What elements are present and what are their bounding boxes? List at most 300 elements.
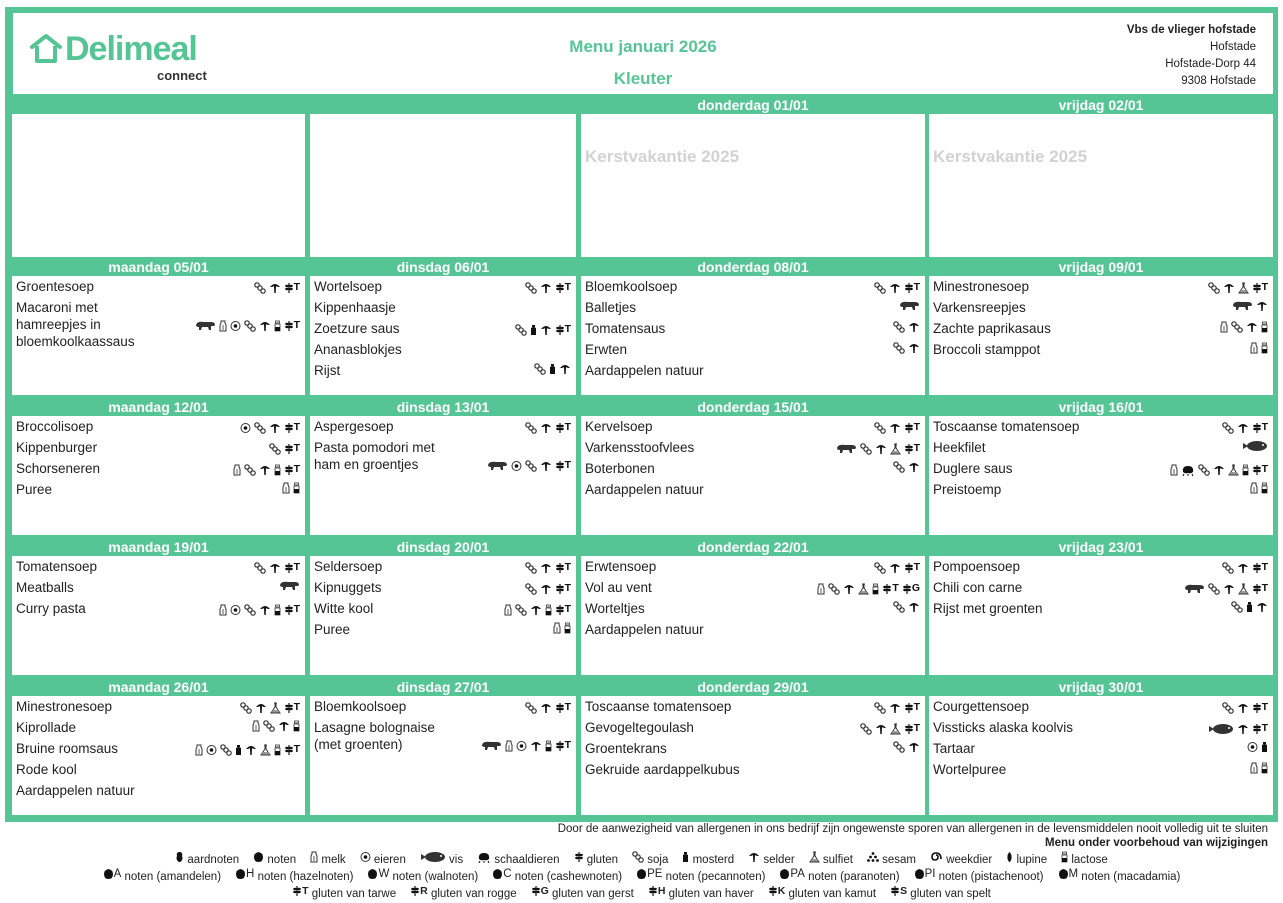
allergen-icons: [525, 696, 571, 716]
allergen-icons: [1231, 297, 1268, 312]
selder-icon: [530, 740, 542, 752]
allergen-icons: [504, 598, 571, 618]
allergen-icons: [1250, 339, 1268, 354]
legend-item: lactose: [1061, 854, 1108, 866]
allergen-icons: [893, 318, 920, 333]
menu-item: [310, 416, 576, 437]
day-cell: [310, 114, 576, 257]
soja-icon: [525, 422, 537, 434]
melk-icon: [1250, 762, 1258, 774]
day-cell: [581, 556, 925, 675]
sulfiet-icon: [270, 702, 281, 714]
varken-icon: [278, 580, 300, 592]
gluten-icon: G: [531, 888, 549, 900]
gluten-T-icon: T: [904, 720, 920, 737]
school-name: Vbs de vlieger hofstade: [1126, 24, 1256, 36]
varken-icon: [1231, 300, 1253, 312]
selder-icon: [259, 320, 271, 332]
vis-icon: [420, 854, 446, 866]
menu-item: [581, 339, 925, 360]
dish-name: Broccoli stamppot: [933, 342, 1041, 357]
melk-icon: [1250, 342, 1258, 354]
allergen-icons: [874, 696, 920, 716]
noten-icon: [253, 854, 264, 866]
gluten-icon: K: [768, 888, 786, 900]
gluten-T-icon: T: [284, 317, 300, 334]
selder-icon: [908, 342, 920, 354]
selder-icon: [748, 854, 760, 866]
menu-item: [12, 598, 305, 619]
menu-item: [929, 738, 1273, 759]
gluten-T-icon: T: [1252, 699, 1268, 716]
gluten-T-icon: T: [904, 440, 920, 457]
day-header: donderdag 08/01: [697, 259, 809, 275]
dish-name: Bloemkoolsoep: [314, 699, 407, 714]
selder-icon: [255, 702, 267, 714]
menu-item: [581, 759, 925, 780]
mosterd-icon: [235, 744, 242, 756]
menu-item: [12, 717, 305, 738]
menu-item: [581, 598, 925, 619]
gluten-T-icon: T: [555, 580, 571, 597]
allergen-icons: [817, 577, 920, 597]
sulfiet-icon: [858, 583, 869, 595]
allergen-icons: [1222, 556, 1268, 576]
dish-name: Preistoemp: [933, 482, 1002, 497]
varken-icon: [486, 460, 508, 472]
page-subtitle: Kleuter: [613, 69, 673, 88]
dish-name: Varkensreepjes: [933, 300, 1026, 315]
lupine-icon: [1006, 854, 1013, 866]
dish-name: Tomatensoep: [16, 559, 98, 574]
allergen-icons: [1222, 696, 1268, 716]
legend-item: aardnoten: [175, 854, 239, 866]
menu-item: [310, 318, 576, 339]
soja-icon: [1222, 702, 1234, 714]
dish-name: Pasta pomodori met ham en groentjes: [314, 440, 435, 472]
vacation-label: Kerstvakantie 2025: [585, 147, 740, 166]
gluten-T-icon: T: [555, 419, 571, 436]
lactose-icon: [1261, 762, 1268, 774]
allergen-icons: [874, 276, 920, 296]
nut-icon: PE: [636, 871, 662, 883]
selder-icon: [540, 422, 552, 434]
selder-icon: [540, 324, 552, 336]
soja-icon: [244, 320, 256, 332]
legend-item: schaaldieren: [477, 854, 559, 866]
menu-item: [929, 598, 1273, 619]
allergen-icons: [1222, 416, 1268, 436]
menu-item: [929, 479, 1273, 500]
vis-icon: [1242, 440, 1268, 452]
sesam-icon: [867, 854, 879, 866]
gluten-T-icon: T: [904, 559, 920, 576]
allergen-icons: [195, 738, 300, 758]
menu-item: [929, 297, 1273, 318]
day-header: [310, 96, 576, 114]
menu-item: [581, 717, 925, 738]
day-cell: [310, 416, 576, 535]
dish-name: Erwtensoep: [585, 559, 657, 574]
gluten-T-icon: T: [555, 457, 571, 474]
sulfiet-icon: [809, 854, 820, 866]
soja-icon: [525, 583, 537, 595]
day-header: vrijdag 09/01: [1058, 259, 1144, 275]
sulfiet-icon: [1238, 282, 1249, 294]
dish-name: Minestronesoep: [16, 699, 113, 714]
soja-icon: [515, 604, 527, 616]
menu-item: [581, 297, 925, 318]
menu-notice: Menu onder voorbehoud van wijzigingen: [1045, 837, 1268, 849]
legend-item: lupine: [1006, 854, 1047, 866]
gluten-icon: [574, 854, 584, 866]
gluten-icon: H: [648, 888, 666, 900]
melk-icon: [219, 604, 227, 616]
soja-icon: [254, 422, 266, 434]
melk-icon: [1250, 482, 1258, 494]
dish-name: Ananasblokjes: [314, 342, 402, 357]
gluten-T-icon: T: [1252, 461, 1268, 478]
gluten-T-icon: T: [284, 461, 300, 478]
dish-name: Kipnuggets: [314, 580, 382, 595]
soja-icon: [525, 282, 537, 294]
selder-icon: [1237, 562, 1249, 574]
menu-item: [12, 297, 305, 350]
legend-item: selder: [748, 854, 795, 866]
dish-name: Toscaanse tomatensoep: [585, 699, 732, 714]
dish-name: Worteltjes: [585, 601, 645, 616]
lactose-icon: [293, 482, 300, 494]
gluten-T-icon: T: [1252, 559, 1268, 576]
selder-icon: [889, 702, 901, 714]
varken-icon: [194, 320, 216, 332]
lactose-icon: [1261, 342, 1268, 354]
allergen-icons: [486, 437, 571, 474]
soja-icon: [244, 604, 256, 616]
menu-item: [310, 437, 576, 474]
sulfiet-icon: [890, 723, 901, 735]
day-header: vrijdag 30/01: [1058, 679, 1144, 695]
day-cell: [12, 696, 305, 815]
gluten-T-icon: T: [284, 419, 300, 436]
day-header: maandag 19/01: [108, 539, 209, 555]
lactose-icon: [274, 464, 281, 476]
allergen-icons: [893, 339, 920, 354]
eieren-icon: [230, 320, 241, 332]
soja-icon: [893, 461, 905, 473]
dish-name: Aspergesoep: [314, 419, 394, 434]
day-cell: [310, 556, 576, 675]
allergen-icons: [515, 318, 571, 338]
allergen-icons: [252, 717, 300, 732]
dish-name: Minestronesoep: [933, 279, 1030, 294]
melk-icon: [252, 720, 260, 732]
address-block: [1127, 22, 1256, 90]
selder-icon: [259, 604, 271, 616]
soja-icon: [244, 464, 256, 476]
sulfiet-icon: [890, 443, 901, 455]
varken-icon: [1183, 583, 1205, 595]
allergen-icons: [1208, 717, 1268, 737]
allergen-icons: [525, 577, 571, 597]
allergen-icons: [898, 297, 920, 312]
soja-icon: [254, 562, 266, 574]
melk-icon: [219, 320, 227, 332]
lactose-icon: [564, 622, 571, 634]
dish-name: Wortelsoep: [314, 279, 383, 294]
menu-item: [12, 416, 305, 437]
selder-icon: [1256, 601, 1268, 613]
menu-item: [310, 696, 576, 717]
day-header: maandag 12/01: [108, 399, 209, 415]
mosterd-icon: [1261, 741, 1268, 753]
menu-item: [581, 738, 925, 759]
soja-icon: [893, 601, 905, 613]
day-header: dinsdag 20/01: [396, 539, 490, 555]
menu-item: [929, 339, 1273, 360]
melk-icon: [817, 583, 825, 595]
melk-icon: [504, 604, 512, 616]
menu-item: [310, 360, 576, 381]
selder-icon: [908, 601, 920, 613]
legend-item: S gluten van spelt: [890, 888, 991, 900]
allergen-icons: [525, 556, 571, 576]
melk-icon: [282, 482, 290, 494]
menu-item: [581, 479, 925, 500]
soja-icon: [893, 741, 905, 753]
eieren-icon: [240, 422, 251, 434]
allergen-icons: [1247, 738, 1268, 753]
soja-icon: [254, 282, 266, 294]
allergen-icons: [194, 297, 300, 334]
selder-icon: [245, 744, 257, 756]
menu-item: [12, 738, 305, 759]
menu-item: [929, 276, 1273, 297]
gluten-T-icon: T: [284, 559, 300, 576]
lactose-icon: [872, 583, 879, 595]
sulfiet-icon: [260, 744, 271, 756]
soja-icon: [874, 562, 886, 574]
allergen-icons: [525, 416, 571, 436]
dish-name: Vol au vent: [585, 580, 652, 595]
selder-icon: [1237, 702, 1249, 714]
allergen-icons: [480, 717, 571, 754]
gluten-T-icon: T: [1252, 279, 1268, 296]
eieren-icon: [511, 460, 522, 472]
allergen-icons: [893, 598, 920, 613]
dish-name: Toscaanse tomatensoep: [933, 419, 1080, 434]
menu-item: [12, 696, 305, 717]
dish-name: Meatballs: [16, 580, 74, 595]
legend-item: K gluten van kamut: [768, 888, 876, 900]
varken-icon: [480, 740, 502, 752]
menu-item: [310, 339, 576, 360]
day-header: vrijdag 02/01: [1058, 97, 1144, 113]
lactose-icon: [274, 604, 281, 616]
allergen-icons: [1220, 318, 1268, 333]
melk-icon: [310, 854, 318, 866]
legend-item: weekdier: [930, 854, 992, 866]
allergen-icons: [553, 619, 571, 634]
gluten-T-icon: T: [284, 279, 300, 296]
day-cell: [12, 114, 305, 257]
legend-item: vis: [420, 854, 463, 866]
day-cell: [12, 556, 305, 675]
gluten-T-icon: T: [555, 699, 571, 716]
day-cell: [581, 696, 925, 815]
dish-name: Kippenhaasje: [314, 300, 396, 315]
allergen-icons: [835, 437, 920, 457]
melk-icon: [1170, 464, 1178, 476]
menu-item: [929, 437, 1273, 458]
menu-item: [929, 696, 1273, 717]
dish-name: Witte kool: [314, 601, 374, 616]
melk-icon: [505, 740, 513, 752]
soja-icon: [240, 702, 252, 714]
mosterd-icon: [549, 363, 556, 375]
melk-icon: [553, 622, 561, 634]
dish-name: Heekfilet: [933, 440, 986, 455]
menu-item: [310, 556, 576, 577]
dish-name: Aardappelen natuur: [585, 482, 704, 497]
soja-icon: [860, 723, 872, 735]
allergen-icons: [1208, 276, 1268, 296]
vacation-label: Kerstvakantie 2025: [933, 147, 1088, 166]
lactose-icon: [545, 604, 552, 616]
day-header: dinsdag 27/01: [396, 679, 490, 695]
soja-icon: [893, 342, 905, 354]
selder-icon: [1237, 422, 1249, 434]
allergen-icons: [282, 479, 300, 494]
menu-item: [929, 318, 1273, 339]
day-cell: [581, 276, 925, 395]
legend-item: M noten (macadamia): [1058, 871, 1181, 883]
legend-item: H gluten van haver: [648, 888, 754, 900]
dish-name: Wortelpuree: [933, 762, 1007, 777]
varken-icon: [835, 443, 857, 455]
mosterd-icon: [682, 854, 689, 866]
day-cell: [12, 416, 305, 535]
school-city: Hofstade: [1209, 41, 1256, 53]
dish-name: Gekruide aardappelkubus: [585, 762, 740, 777]
selder-icon: [875, 723, 887, 735]
soja-icon: [1222, 562, 1234, 574]
selder-icon: [843, 583, 855, 595]
gluten-T-icon: T: [904, 419, 920, 436]
dish-name: Rijst met groenten: [933, 601, 1043, 616]
day-cell: [581, 416, 925, 535]
legend-item: R gluten van rogge: [410, 888, 516, 900]
logo-text: Delimeal: [65, 30, 197, 68]
day-header: dinsdag 06/01: [396, 259, 490, 275]
eieren-icon: [1247, 741, 1258, 753]
menu-item: [581, 619, 925, 640]
menu-item: [581, 458, 925, 479]
nut-icon: W: [367, 871, 389, 883]
eieren-icon: [230, 604, 241, 616]
dish-name: Groentesoep: [16, 279, 95, 294]
page-title: Menu januari 2026: [569, 37, 717, 56]
nut-icon: H: [235, 871, 254, 883]
eieren-icon: [206, 744, 217, 756]
lactose-icon: [1242, 464, 1249, 476]
soja-icon: [525, 702, 537, 714]
selder-icon: [540, 702, 552, 714]
selder-icon: [875, 443, 887, 455]
dish-name: Aardappelen natuur: [585, 622, 704, 637]
soja-icon: [632, 854, 644, 866]
dish-name: Vissticks alaska koolvis: [933, 720, 1074, 735]
dish-name: Pompoensoep: [933, 559, 1021, 574]
school-street: Hofstade-Dorp 44: [1165, 58, 1256, 70]
day-cell: [929, 276, 1273, 395]
dish-name: Balletjes: [585, 300, 637, 315]
legend-item: W noten (walnoten): [367, 871, 478, 883]
allergen-icons: [893, 738, 920, 753]
lactose-icon: [1261, 321, 1268, 333]
day-header: vrijdag 23/01: [1058, 539, 1144, 555]
gluten-T-icon: T: [284, 699, 300, 716]
dish-name: Tomatensaus: [585, 321, 666, 336]
menu-item: [310, 598, 576, 619]
dish-name: Puree: [314, 622, 351, 637]
selder-icon: [908, 461, 920, 473]
soja-icon: [874, 282, 886, 294]
dish-name: Erwten: [585, 342, 628, 357]
legend-item: PI noten (pistachenoot): [914, 871, 1044, 883]
nut-icon: PI: [914, 871, 936, 883]
gluten-T-icon: T: [555, 279, 571, 296]
menu-item: [929, 717, 1273, 738]
soja-icon: [893, 321, 905, 333]
dish-name: Zachte paprikasaus: [933, 321, 1051, 336]
soja-icon: [515, 324, 527, 336]
dish-name: Bruine roomsaus: [16, 741, 119, 756]
day-cell: [12, 276, 305, 395]
allergen-icons: [874, 556, 920, 576]
menu-item: [310, 717, 576, 754]
menu-item: [581, 556, 925, 577]
gluten-T-icon: T: [555, 601, 571, 618]
selder-icon: [1256, 300, 1268, 312]
aardnoten-icon: [175, 854, 184, 866]
selder-icon: [889, 282, 901, 294]
soja-icon: [220, 744, 232, 756]
soja-icon: [525, 562, 537, 574]
legend-item: sulfiet: [809, 854, 853, 866]
selder-icon: [1237, 723, 1249, 735]
menu-item: [929, 416, 1273, 437]
selder-icon: [540, 562, 552, 574]
vis-icon: [1208, 723, 1234, 735]
day-cell: [310, 276, 576, 395]
soja-icon: [534, 363, 546, 375]
lactose-icon: [1061, 854, 1068, 866]
mosterd-icon: [530, 324, 537, 336]
legend-item: T gluten van tarwe: [292, 888, 396, 900]
menu-item: [581, 360, 925, 381]
dish-name: Seldersoep: [314, 559, 383, 574]
menu-item: [12, 276, 305, 297]
lactose-icon: [293, 720, 300, 732]
legend-item: eieren: [360, 854, 406, 866]
dish-name: Puree: [16, 482, 53, 497]
header: [13, 13, 1273, 94]
menu-item: [12, 780, 305, 801]
allergen-icons: [1170, 458, 1268, 478]
day-cell: [310, 696, 576, 815]
soja-icon: [1231, 321, 1243, 333]
